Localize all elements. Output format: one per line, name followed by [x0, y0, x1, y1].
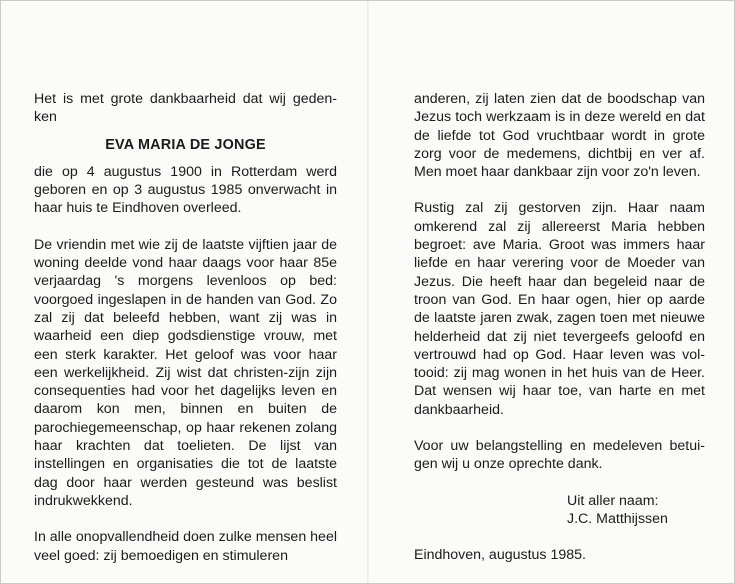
signature-name: J.C. Matthijssen [567, 510, 668, 527]
birth-death-text: die op 4 augustus 1900 in Rotterdam werd geboren en op 3 augustus 1985 onverwacht in haar huis te Eindhoven overleed. [34, 163, 337, 217]
right-paragraph-2: Rustig zal zij gestorven zijn. Haar naam omkerend zal zij allereerst Maria hebben begroet: ave Maria. Groot was immers haar liefde en haar verering voor de Moeder van Jezus. Die heeft haar dan begeleid naar de troon van God. En haar ogen, hier op aarde de laatste jaren zwak, zagen toen met nieuwe helderheid dat zij niet tevergeefs geloofd en vertrouwd had op God. Haar leven was vol-tooid: zij mag wonen in het huis van de Heer. Dat wensen wij haar toe, van harte en met dankbaarheid. [414, 200, 705, 418]
left-paragraph-1: De vriendin met wie zij de laatste vijftien jaar de woning deelde vond haar daags voor haar 85e verjaardag 's morgens levenloos op bed: voorgoed ingeslapen in de handen van God. Zo zal zij dat beleefd hebben, want zij was in waarheid een diep godsdienstige vrouw, met een sterk karakter. Het geloof was voor haar een werkelijkheid. Zij wist dat christen-zijn zijn consequenties had voor het dagelijks leven en daarom kon men, binnen en buiten de parochiegemeenschap, op haar rekenen zolang haar krachten dat toelieten. De lijst van instellingen en organisaties die tot de laatste dag door haar werden gesteund was beslist indrukwekkend. [34, 236, 337, 509]
deceased-name: EVA MARIA DE JONGE [105, 136, 266, 153]
thanks-text: Voor uw belangstelling en medeleven betui-gen wij u onze oprechte dank. [414, 438, 705, 473]
place-date: Eindhoven, augustus 1985. [414, 547, 586, 564]
left-page [34, 90, 337, 565]
left-paragraph-2: In alle onopvallendheid doen zulke mensen heel veel goed: zij bemoedigen en stimuleren [34, 529, 337, 564]
center-fold [367, 1, 369, 583]
intro-text: Het is met grote dankbaarheid dat wij geden-ken [34, 91, 337, 126]
right-paragraph-1: anderen, zij laten zien dat de boodschap van Jezus toch werkzaam is in deze wereld en dat de liefde tot God vruchtbaar wordt in grote zorg voor de medemens, dichtbij en ver af. Men moet haar dankbaar zijn voor zo'n leven. [414, 91, 705, 181]
right-page [414, 90, 705, 565]
signature-line-1: Uit aller naam: [567, 492, 659, 509]
